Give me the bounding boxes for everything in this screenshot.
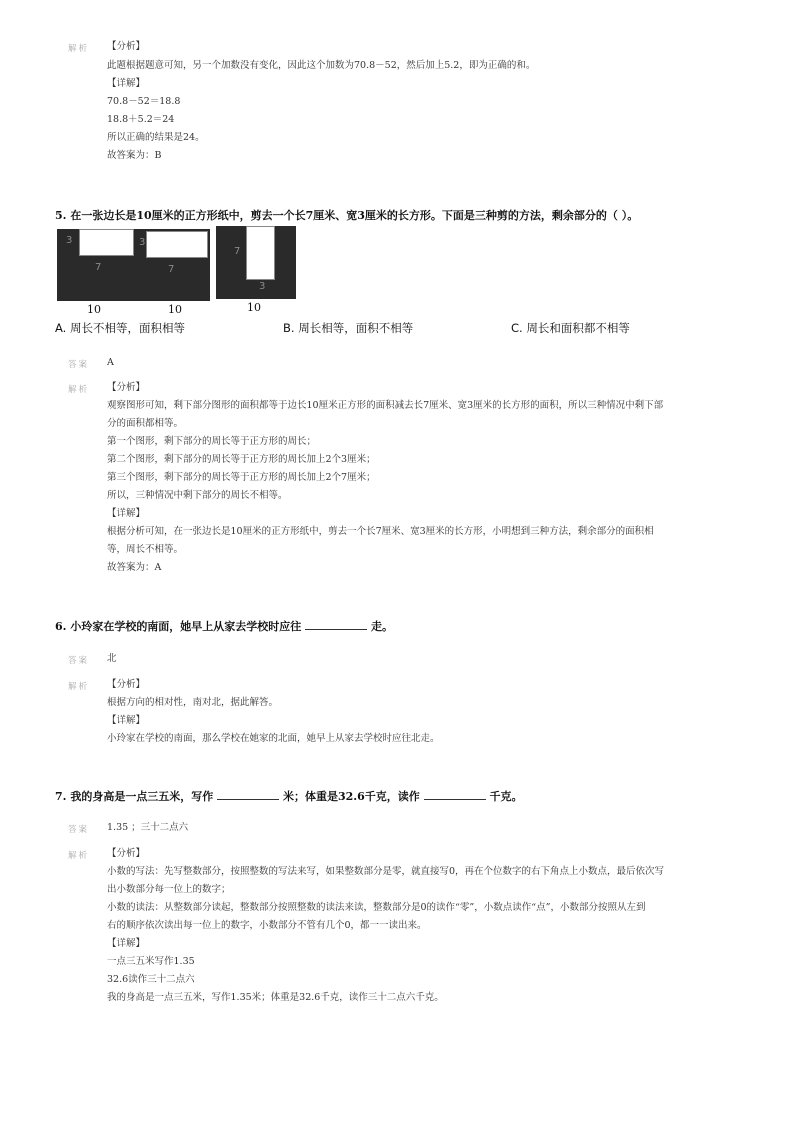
figure-label-7: 7 bbox=[168, 264, 175, 275]
analysis-line: 【分析】 bbox=[107, 382, 146, 393]
answer-value: 北 bbox=[107, 653, 117, 664]
analysis-line: 32.6读作三十二点六 bbox=[107, 974, 195, 985]
figure-label-7: 7 bbox=[234, 246, 241, 257]
figure-3-square bbox=[216, 226, 296, 299]
analysis-line: 【详解】 bbox=[107, 938, 146, 949]
analysis-line: 等，周长不相等。 bbox=[107, 544, 184, 555]
figure-base-label: 10 bbox=[87, 303, 101, 316]
answer-label: 答案 bbox=[68, 825, 90, 835]
answer-label: 答案 bbox=[68, 656, 90, 666]
question-5: 5. 在一张边长是10厘米的正方形纸中，剪去一个长7厘米、宽3厘米的长方形。下面是三种剪的方法，剩余部分的（ ）。 bbox=[55, 209, 639, 222]
analysis-line: 【详解】 bbox=[107, 508, 146, 519]
answer-label: 答案 bbox=[68, 360, 90, 370]
jiexi-label: 解析 bbox=[68, 44, 90, 54]
analysis-line: 小数的读法：从整数部分读起，整数部分按照整数的读法来读，整数部分是0的读作“零”，小数点读作“点”，小数部分按照从左到 bbox=[107, 902, 646, 913]
analysis-line: 【分析】 bbox=[107, 41, 146, 52]
answer-blank-2[interactable] bbox=[424, 790, 486, 800]
jiexi-label: 解析 bbox=[68, 385, 90, 395]
figure-1-square bbox=[57, 229, 136, 301]
analysis-line: 此题根据题意可知，另一个加数没有变化，因此这个加数为70.8－52，然后加上5.2，即为正确的和。 bbox=[107, 60, 536, 71]
question-text: 7. 我的身高是一点三五米，写作 bbox=[55, 790, 218, 803]
answer-blank-1[interactable] bbox=[217, 790, 279, 800]
analysis-line: 【分析】 bbox=[107, 848, 146, 859]
answer-value: 1.35 ；三十二点六 bbox=[107, 822, 189, 833]
analysis-line: 故答案为：A bbox=[107, 562, 162, 573]
analysis-line: 小玲家在学校的南面，那么学校在她家的北面，她早上从家去学校时应往北走。 bbox=[107, 733, 440, 744]
figure-label-3: 3 bbox=[139, 237, 146, 248]
jiexi-label: 解析 bbox=[68, 682, 90, 692]
analysis-line: 出小数部分每一位上的数字； bbox=[107, 884, 231, 895]
choice-a[interactable]: A. 周长不相等，面积相等 bbox=[55, 321, 185, 335]
analysis-line: 70.8－52＝18.8 bbox=[107, 96, 181, 107]
question-6 bbox=[55, 618, 393, 634]
cut-rectangle bbox=[146, 231, 208, 258]
choice-b[interactable]: B. 周长相等，面积不相等 bbox=[283, 321, 414, 335]
cut-rectangle bbox=[246, 226, 275, 280]
answer-blank[interactable] bbox=[305, 620, 367, 630]
question-text: 米；体重是32.6千克，读作 bbox=[279, 790, 424, 803]
figure-base-label: 10 bbox=[247, 301, 261, 314]
jiexi-label: 解析 bbox=[68, 851, 90, 861]
figure-label-3: 3 bbox=[259, 281, 266, 292]
analysis-line: 小数的写法：先写整数部分，按照整数的写法来写，如果整数部分是零，就直接写0，再在个位数字的右下角点上小数点，最后依次写 bbox=[107, 866, 665, 877]
cut-rectangle bbox=[79, 229, 134, 256]
analysis-line: 所以正确的结果是24。 bbox=[107, 132, 205, 143]
analysis-line: 【分析】 bbox=[107, 679, 146, 690]
question-text: 6. 小玲家在学校的南面，她早上从家去学校时应往 bbox=[55, 620, 306, 633]
analysis-line: 所以，三种情况中剩下部分的周长不相等。 bbox=[107, 490, 288, 501]
figure-label-3: 3 bbox=[66, 235, 73, 246]
analysis-line: 根据分析可知，在一张边长是10厘米的正方形纸中，剪去一个长7厘米、宽3厘米的长方形，小明想到三种方法，剩余部分的面积相 bbox=[107, 526, 654, 537]
analysis-line: 我的身高是一点三五米，写作1.35米；体重是32.6千克，读作三十二点六千克。 bbox=[107, 992, 444, 1003]
analysis-line: 第二个图形，剩下部分的周长等于正方形的周长加上2个3厘米； bbox=[107, 454, 376, 465]
analysis-line: 第一个图形，剩下部分的周长等于正方形的周长； bbox=[107, 436, 317, 447]
analysis-line: 右的顺序依次读出每一位上的数字，小数部分不管有几个0，都一一读出来。 bbox=[107, 920, 427, 931]
question-text: 走。 bbox=[367, 620, 393, 633]
choice-c[interactable]: C. 周长和面积都不相等 bbox=[511, 321, 630, 335]
figure-label-7: 7 bbox=[95, 262, 102, 273]
analysis-line: 分的面积都相等。 bbox=[107, 418, 184, 429]
question-7 bbox=[55, 788, 522, 804]
analysis-line: 【详解】 bbox=[107, 715, 146, 726]
figure-2-square bbox=[136, 229, 210, 301]
analysis-line: 观察图形可知，剩下部分图形的面积都等于边长10厘米正方形的面积减去长7厘米、宽3厘米的长方形的面积，所以三种情况中剩下部 bbox=[107, 400, 664, 411]
figure-base-label: 10 bbox=[168, 303, 182, 316]
answer-value: A bbox=[107, 357, 114, 368]
question-text: 千克。 bbox=[485, 790, 523, 803]
analysis-line: 一点三五米写作1.35 bbox=[107, 956, 195, 967]
analysis-line: 故答案为：B bbox=[107, 150, 162, 161]
analysis-line: 第三个图形，剩下部分的周长等于正方形的周长加上2个7厘米； bbox=[107, 472, 376, 483]
analysis-line: 【详解】 bbox=[107, 78, 146, 89]
analysis-line: 根据方向的相对性，南对北，据此解答。 bbox=[107, 697, 279, 708]
analysis-line: 18.8＋5.2＝24 bbox=[107, 114, 175, 125]
